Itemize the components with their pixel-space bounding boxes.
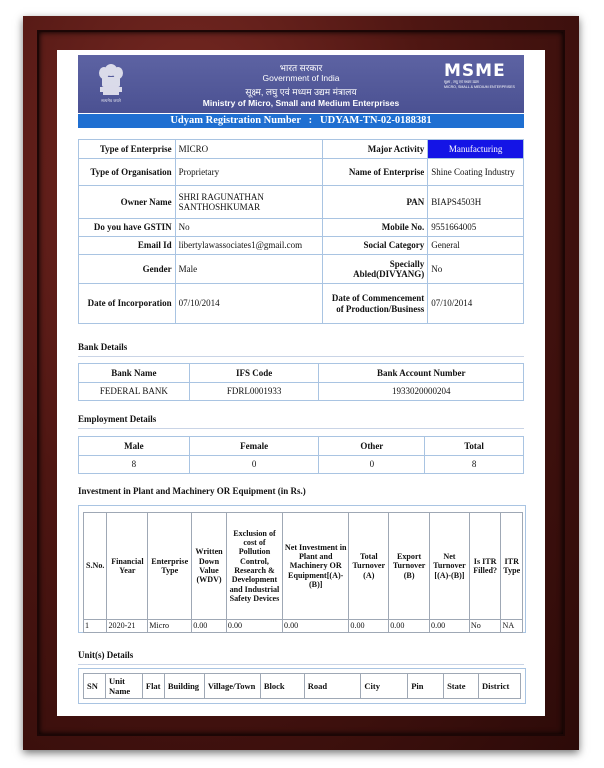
itr-filled-value: No — [469, 620, 501, 633]
certificate-page — [57, 50, 545, 716]
bank-details-rule — [78, 356, 524, 357]
national-emblem-icon — [96, 61, 126, 105]
unit-building-header: Building — [164, 674, 204, 699]
emblem-caption: सत्यमेव जयते — [101, 98, 121, 103]
msme-logo-hindi: सूक्ष्म , लघु एवं मध्यम उद्यम — [444, 80, 479, 84]
itr-type-value: NA — [501, 620, 523, 633]
pan-value: BIAPS4503H — [428, 186, 524, 219]
total-turnover-header: Total Turnover (A) — [349, 513, 389, 620]
unit-details-box — [78, 668, 526, 704]
account-number-value: 1933020000204 — [319, 383, 524, 401]
type-value: MICRO — [175, 140, 323, 159]
exclusion-cost-value: 0.00 — [226, 620, 282, 633]
pan-label: PAN — [323, 186, 428, 219]
investment-table — [83, 512, 523, 633]
itr-filled-header: Is ITR Filled? — [469, 513, 501, 620]
unit-city-header: City — [361, 674, 408, 699]
social-category-value: General — [428, 237, 524, 255]
enterprise-type-value: Micro — [148, 620, 192, 633]
msme-logo-word: MSME — [444, 61, 506, 81]
other-value: 0 — [319, 456, 425, 474]
enterprise-name-label: Name of Enterprise — [323, 159, 428, 186]
owner-label: Owner Name — [79, 186, 176, 219]
incorporation-label: Date of Incorporation — [79, 284, 176, 324]
unit-sn-header: SN — [84, 674, 106, 699]
male-header: Male — [79, 437, 190, 456]
unit-details-title: Unit(s) Details — [78, 650, 134, 660]
unit-flat-header: Flat — [142, 674, 164, 699]
email-label: Email Id — [79, 237, 176, 255]
other-header: Other — [319, 437, 425, 456]
social-category-label: Social Category — [323, 237, 428, 255]
email-value: libertylawassociates1@gmail.com — [175, 237, 323, 255]
unit-village-header: Village/Town — [204, 674, 260, 699]
organisation-label: Type of Organisation — [79, 159, 176, 186]
government-title: Government of India — [262, 73, 340, 83]
exclusion-cost-header: Exclusion of cost of Pollution Control, Research & Development and Industrial Safety Devices — [226, 513, 282, 620]
net-turnover-header: Net Turnover [(A)-(B)] — [430, 513, 470, 620]
divyang-value: No — [428, 255, 524, 284]
investment-title: Investment in Plant and Machinery OR Equipment (in Rs.) — [78, 486, 306, 496]
commencement-label: Date of Commencement of Production/Business — [323, 284, 428, 324]
net-investment-value: 0.00 — [283, 620, 349, 633]
hindi-ministry-title: सूक्ष्म, लघु एवं मध्यम उद्यम मंत्रालय — [245, 87, 357, 97]
bank-name-value: FEDERAL BANK — [79, 383, 190, 401]
header-banner — [78, 55, 524, 113]
ministry-title: Ministry of Micro, Small and Medium Enterprises — [202, 98, 400, 108]
employment-details-title: Employment Details — [78, 414, 157, 424]
total-header: Total — [425, 437, 524, 456]
wdv-header: Written Down Value (WDV) — [192, 513, 227, 620]
unit-district-header: District — [478, 674, 520, 699]
unit-road-header: Road — [304, 674, 361, 699]
activity-label: Major Activity — [323, 140, 428, 159]
itr-type-header: ITR Type — [501, 513, 523, 620]
msme-logo — [444, 61, 515, 90]
net-turnover-value: 0.00 — [430, 620, 470, 633]
commencement-value: 07/10/2014 — [428, 284, 524, 324]
ifs-code-header: IFS Code — [189, 364, 319, 383]
net-investment-header: Net Investment in Plant and Machinery OR Equipment[(A)-(B)] — [283, 513, 349, 620]
sno-header: S.No. — [84, 513, 107, 620]
unit-name-header: Unit Name — [105, 674, 142, 699]
account-number-header: Bank Account Number — [319, 364, 524, 383]
owner-value: SHRI RAGUNATHAN SANTHOSHKUMAR — [175, 186, 323, 219]
msme-logo-english: MICRO, SMALL & MEDIUM ENTERPRISES — [444, 85, 515, 89]
female-header: Female — [189, 437, 319, 456]
unit-block-header: Block — [260, 674, 304, 699]
unit-details-table — [83, 673, 521, 699]
investment-box — [78, 505, 526, 633]
activity-value: Manufacturing — [428, 140, 524, 159]
financial-year-header: Financial Year — [107, 513, 148, 620]
bank-details-title: Bank Details — [78, 342, 128, 352]
total-value: 8 — [425, 456, 524, 474]
gstin-value: No — [175, 219, 323, 237]
divyang-label: Specially Abled(DIVYANG) — [323, 255, 428, 284]
wdv-value: 0.00 — [192, 620, 227, 633]
ifs-code-value: FDRL0001933 — [189, 383, 319, 401]
total-turnover-value: 0.00 — [349, 620, 389, 633]
mobile-label: Mobile No. — [323, 219, 428, 237]
gender-value: Male — [175, 255, 323, 284]
gender-label: Gender — [79, 255, 176, 284]
employment-details-rule — [78, 428, 524, 429]
enterprise-name-value: Shine Coating Industry — [428, 159, 524, 186]
hindi-government-title: भारत सरकार — [279, 63, 323, 73]
unit-pin-header: Pin — [408, 674, 444, 699]
bank-name-header: Bank Name — [79, 364, 190, 383]
sno-value: 1 — [84, 620, 107, 633]
export-turnover-value: 0.00 — [389, 620, 430, 633]
type-label: Type of Enterprise — [79, 140, 176, 159]
financial-year-value: 2020-21 — [107, 620, 148, 633]
enterprise-info-table — [78, 139, 524, 324]
registration-number-bar: Udyam Registration Number : UDYAM-TN-02-0188381 — [78, 114, 524, 128]
female-value: 0 — [189, 456, 319, 474]
mobile-value: 9551664005 — [428, 219, 524, 237]
incorporation-value: 07/10/2014 — [175, 284, 323, 324]
male-value: 8 — [79, 456, 190, 474]
organisation-value: Proprietary — [175, 159, 323, 186]
export-turnover-header: Export Turnover (B) — [389, 513, 430, 620]
employment-details-table — [78, 436, 524, 474]
gstin-label: Do you have GSTIN — [79, 219, 176, 237]
unit-details-rule — [78, 664, 524, 665]
unit-state-header: State — [444, 674, 479, 699]
enterprise-type-header: Enterprise Type — [148, 513, 192, 620]
bank-details-table — [78, 363, 524, 401]
